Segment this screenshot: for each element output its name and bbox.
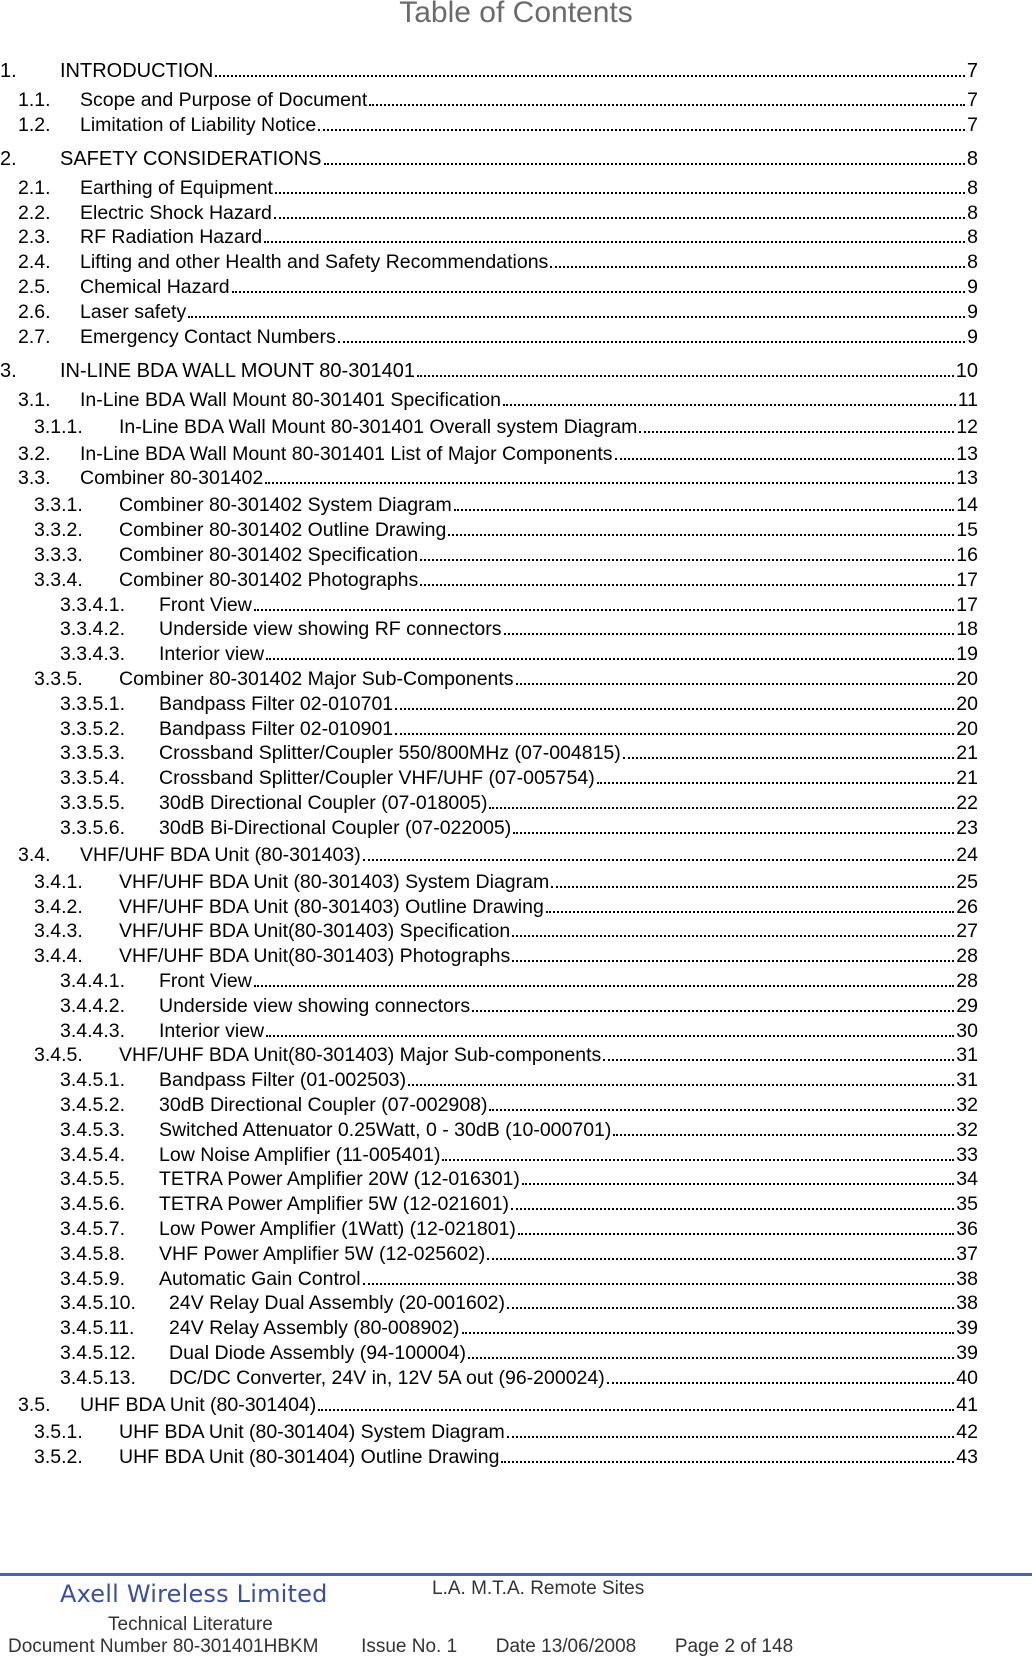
toc-dot-leader — [232, 291, 966, 293]
toc-dot-leader — [468, 1357, 954, 1359]
toc-dot-leader — [613, 1134, 954, 1136]
toc-entry-number: 2.3. — [18, 226, 51, 249]
toc-entry-title: VHF Power Amplifier 5W (12-025602) — [159, 1242, 486, 1265]
page-footer — [0, 1576, 1032, 1655]
toc-dot-leader — [489, 807, 954, 809]
toc-dot-leader — [550, 266, 965, 268]
toc-dot-leader — [489, 1109, 954, 1111]
toc-entry-number: 3.3.5.5. — [60, 792, 126, 814]
toc-dot-leader — [338, 341, 965, 343]
toc-entry-page: 35 — [956, 1193, 978, 1216]
toc-entry-title: Bandpass Filter 02-010701 — [159, 692, 394, 715]
toc-entry[interactable] — [18, 222, 978, 248]
toc-entry-number: 3.4.1. — [34, 870, 83, 893]
toc-entry-page: 37 — [956, 1242, 978, 1265]
toc-entry-page: 41 — [956, 1393, 978, 1416]
document-subject: L.A. M.T.A. Remote Sites — [432, 1578, 645, 1599]
toc-entry[interactable] — [34, 490, 978, 516]
toc-entry[interactable] — [60, 1363, 978, 1389]
toc-entry-page: 13 — [956, 467, 978, 490]
toc-dot-leader — [512, 935, 954, 937]
toc-entry[interactable] — [60, 1239, 978, 1265]
toc-entry-page: 9 — [967, 325, 978, 348]
toc-dot-leader — [607, 1382, 955, 1384]
toc-dot-leader — [462, 1332, 955, 1334]
toc-entry-number: 1.1. — [18, 89, 51, 111]
toc-entry[interactable] — [34, 540, 978, 566]
toc-entry[interactable] — [60, 738, 978, 764]
toc-entry-number: 2.6. — [18, 300, 51, 323]
toc-entry-page: 31 — [956, 1044, 978, 1067]
toc-dot-leader — [274, 217, 965, 219]
toc-dot-leader — [522, 1183, 954, 1185]
toc-entry-page: 12 — [956, 415, 978, 438]
toc-entry[interactable] — [34, 941, 978, 967]
toc-entry-number: 3.4.5.7. — [60, 1218, 126, 1240]
toc-entry-number: 3.5.2. — [34, 1445, 83, 1468]
toc-entry[interactable] — [60, 1065, 978, 1091]
toc-entry-title: Switched Attenuator 0.25Watt, 0 - 30dB (10-000701) — [159, 1118, 612, 1141]
toc-entry-number: 3.4.5.6. — [60, 1193, 126, 1216]
toc-entry-number: 3.5. — [18, 1393, 51, 1416]
toc-entry-title: Bandpass Filter 02-010901 — [159, 717, 394, 740]
toc-dot-leader — [188, 316, 965, 318]
toc-entry[interactable] — [34, 515, 978, 541]
issue-number: Issue No. 1 — [361, 1636, 458, 1657]
toc-entry[interactable] — [18, 439, 978, 465]
toc-entry-page: 18 — [956, 618, 978, 641]
toc-entry-title: TETRA Power Amplifier 20W (12-016301) — [159, 1168, 520, 1191]
toc-entry[interactable] — [60, 614, 978, 640]
literature-type: Technical Literature — [108, 1614, 273, 1635]
toc-entry[interactable] — [60, 1189, 978, 1215]
toc-entry-number: 3.4.5.9. — [60, 1267, 126, 1290]
toc-entry-number: 3.3.5.2. — [60, 717, 126, 740]
toc-entry-page: 8 — [967, 251, 978, 274]
toc-entry-page: 21 — [956, 742, 978, 765]
toc-entry-number: 3.3.5. — [34, 668, 83, 690]
toc-entry-page: 28 — [956, 945, 978, 968]
page-number: Page 2 of 148 — [674, 1636, 794, 1657]
toc-entry-number: 3.4.5.8. — [60, 1242, 126, 1265]
company-name: Axell Wireless Limited — [60, 1580, 328, 1608]
toc-entry-page: 20 — [956, 717, 978, 740]
toc-entry-number: 3.1.1. — [34, 415, 83, 438]
toc-entry-title: UHF BDA Unit (80-301404) — [80, 1393, 317, 1416]
toc-entry[interactable] — [60, 1264, 978, 1290]
toc-entry-title: VHF/UHF BDA Unit (80-301403) System Diagram — [119, 870, 550, 893]
toc-entry-title: UHF BDA Unit (80-301404) System Diagram — [119, 1420, 505, 1443]
toc-entry-page: 36 — [956, 1218, 978, 1240]
toc-dot-leader — [420, 559, 954, 561]
toc-entry[interactable] — [60, 1016, 978, 1042]
toc-dot-leader — [623, 757, 955, 759]
toc-entry-title: In-Line BDA Wall Mount 80-301401 List of Major Components — [80, 442, 613, 465]
toc-dot-leader — [318, 1409, 954, 1411]
toc-entry-number: 3.3.5.3. — [60, 742, 126, 765]
toc-entry-number: 3.4.4.2. — [60, 994, 126, 1017]
toc-entry-page: 11 — [957, 388, 978, 411]
toc-entry-title: In-Line BDA Wall Mount 80-301401 Overall system Diagram — [119, 415, 638, 438]
toc-entry-number: 3.4.5. — [34, 1044, 83, 1067]
toc-entry[interactable] — [60, 1090, 978, 1116]
toc-entry-title: Interior view — [159, 643, 265, 666]
toc-entry-title: Low Noise Amplifier (11-005401) — [159, 1143, 441, 1166]
toc-entry[interactable] — [60, 1164, 978, 1190]
page-title: Table of Contents — [399, 0, 633, 29]
toc-dot-leader — [615, 458, 955, 460]
toc-entry-page: 7 — [967, 89, 978, 111]
toc-entry-page: 14 — [956, 494, 978, 517]
toc-dot-leader — [516, 683, 955, 685]
toc-entry-title: VHF/UHF BDA Unit(80-301403) Photographs — [119, 945, 511, 968]
toc-dot-leader — [511, 1208, 954, 1210]
toc-dot-leader — [275, 192, 965, 194]
toc-entry-page: 25 — [956, 870, 978, 893]
toc-entry[interactable] — [60, 639, 978, 665]
toc-entry[interactable] — [18, 272, 978, 298]
toc-dot-leader — [395, 708, 954, 710]
toc-entry-page: 43 — [956, 1445, 978, 1468]
toc-entry-page: 38 — [956, 1292, 978, 1315]
toc-entry[interactable] — [18, 247, 978, 273]
toc-entry-page: 24 — [956, 843, 978, 866]
toc-entry-title: DC/DC Converter, 24V in, 12V 5A out (96-200024) — [169, 1366, 605, 1389]
toc-entry-title: Combiner 80-301402 System Diagram — [119, 494, 452, 517]
toc-entry-title: Combiner 80-301402 Photographs — [119, 568, 419, 591]
toc-entry-title: Underside view showing connectors — [159, 994, 471, 1017]
toc-entry[interactable] — [18, 463, 978, 489]
toc-entry-title: INTRODUCTION — [60, 60, 214, 82]
toc-entry-title: In-Line BDA Wall Mount 80-301401 Specification — [80, 388, 501, 411]
toc-entry-page: 27 — [956, 920, 978, 943]
toc-entry-page: 9 — [967, 300, 978, 323]
toc-entry-title: 24V Relay Dual Assembly (20-001602) — [169, 1292, 506, 1315]
toc-dot-leader — [501, 1461, 954, 1463]
toc-entry-number: 3.4.5.3. — [60, 1118, 126, 1141]
toc-dot-leader — [254, 609, 954, 611]
toc-entry-number: 3.3.3. — [34, 544, 83, 566]
toc-entry-number: 3.4.5.4. — [60, 1143, 126, 1166]
toc-entry[interactable] — [0, 56, 978, 82]
toc-entry-page: 38 — [956, 1267, 978, 1290]
toc-dot-leader — [503, 404, 956, 406]
toc-entry-page: 33 — [956, 1143, 978, 1166]
toc-entry[interactable] — [18, 297, 978, 323]
toc-entry-number: 3.4. — [18, 843, 51, 866]
toc-entry-title: 30dB Directional Coupler (07-018005) — [159, 792, 488, 814]
toc-dot-leader — [395, 733, 954, 735]
toc-entry[interactable] — [34, 892, 978, 918]
toc-entry[interactable] — [60, 966, 978, 992]
toc-entry-title: VHF/UHF BDA Unit (80-301403) — [80, 843, 361, 866]
toc-entry-number: 3.3.5.4. — [60, 767, 126, 790]
toc-dot-leader — [507, 1436, 954, 1438]
toc-entry-number: 3.4.3. — [34, 920, 83, 943]
toc-entry-number: 3.4.5.1. — [60, 1069, 126, 1092]
toc-entry-page: 9 — [967, 276, 978, 298]
toc-dot-leader — [513, 832, 954, 834]
toc-dot-leader — [639, 431, 954, 433]
issue-date: Date 13/06/2008 — [495, 1636, 637, 1657]
toc-entry[interactable] — [18, 85, 978, 111]
toc-entry-page: 8 — [967, 226, 978, 249]
toc-entry-page: 8 — [966, 147, 978, 170]
toc-entry-page: 32 — [956, 1094, 978, 1116]
toc-entry-title: UHF BDA Unit (80-301404) Outline Drawing — [119, 1445, 500, 1468]
toc-entry[interactable] — [60, 788, 978, 814]
toc-entry-title: Lifting and other Health and Safety Recommendations — [80, 251, 549, 274]
toc-entry-number: 3.3.4.1. — [60, 593, 126, 616]
toc-dot-leader — [512, 960, 954, 962]
toc-entry[interactable] — [0, 356, 978, 382]
toc-entry[interactable] — [60, 1140, 978, 1166]
toc-entry-title: Limitation of Liability Notice — [80, 113, 317, 136]
toc-dot-leader — [597, 782, 955, 784]
toc-entry-page: 15 — [956, 519, 978, 542]
toc-entry-title: Bandpass Filter (01-002503) — [159, 1069, 407, 1092]
toc-entry-number: 3.4.4. — [34, 945, 83, 968]
toc-dot-leader — [264, 241, 965, 243]
toc-entry-number: 3.1. — [18, 388, 51, 411]
toc-dot-leader — [442, 1159, 954, 1161]
toc-entry[interactable] — [34, 565, 978, 591]
toc-entry[interactable] — [60, 813, 978, 839]
toc-entry-title: SAFETY CONSIDERATIONS — [60, 147, 322, 170]
toc-entry[interactable] — [34, 867, 978, 893]
toc-entry-title: VHF/UHF BDA Unit (80-301403) Outline Drawing — [119, 895, 544, 918]
toc-entry-number: 3.4.2. — [34, 895, 83, 918]
toc-entry-title: Combiner 80-301402 Specification — [119, 544, 419, 566]
toc-entry-page: 8 — [967, 176, 978, 199]
toc-entry-title: Front View — [159, 970, 252, 992]
toc-entry-number: 3.4.5.12. — [60, 1342, 136, 1364]
toc-entry-page: 19 — [956, 643, 978, 666]
toc-entry-title: Interior view — [159, 1019, 265, 1042]
toc-entry[interactable] — [18, 173, 978, 199]
toc-entry-title: Combiner 80-301402 Outline Drawing — [119, 519, 447, 542]
toc-entry-page: 40 — [956, 1366, 978, 1389]
toc-entry-number: 3.4.5.11. — [60, 1317, 135, 1340]
toc-entry-number: 3.5.1. — [34, 1420, 83, 1443]
toc-entry[interactable] — [34, 1442, 978, 1468]
toc-entry-number: 3.4.5.13. — [60, 1366, 136, 1389]
toc-dot-leader — [507, 1307, 954, 1309]
toc-dot-leader — [266, 658, 954, 660]
toc-entry-number: 3.3.4.3. — [60, 643, 126, 666]
toc-entry[interactable] — [60, 763, 978, 789]
toc-dot-leader — [546, 911, 954, 913]
toc-entry-title: 30dB Bi-Directional Coupler (07-022005) — [159, 816, 512, 839]
toc-entry-page: 16 — [956, 544, 978, 566]
toc-dot-leader — [487, 1258, 954, 1260]
toc-entry-page: 7 — [966, 60, 978, 82]
toc-dot-leader — [551, 886, 954, 888]
toc-entry-page: 20 — [956, 668, 978, 690]
toc-dot-leader — [265, 482, 954, 484]
toc-entry-number: 3.3. — [18, 467, 51, 490]
toc-entry-page: 17 — [956, 568, 978, 591]
toc-entry[interactable] — [34, 1040, 978, 1066]
toc-entry-page: 10 — [955, 359, 978, 382]
toc-entry-page: 21 — [956, 767, 978, 790]
toc-entry-page: 31 — [956, 1069, 978, 1092]
toc-entry-number: 2.7. — [18, 325, 51, 348]
toc-entry-page: 34 — [956, 1168, 978, 1191]
toc-entry-number: 2.2. — [18, 201, 51, 224]
toc-dot-leader — [603, 1059, 954, 1061]
toc-entry-page: 30 — [956, 1019, 978, 1042]
toc-entry-title: TETRA Power Amplifier 5W (12-021601) — [159, 1193, 510, 1216]
toc-entry[interactable] — [18, 840, 978, 866]
toc-entry-title: Underside view showing RF connectors — [159, 618, 502, 641]
toc-entry-title: Earthing of Equipment — [80, 176, 273, 199]
toc-entry[interactable] — [34, 664, 978, 690]
toc-entry-page: 28 — [956, 970, 978, 992]
toc-entry[interactable] — [18, 385, 978, 411]
toc-entry[interactable] — [60, 1115, 978, 1141]
toc-entry-title: IN-LINE BDA WALL MOUNT 80-301401 — [60, 359, 415, 382]
toc-entry-title: Front View — [159, 593, 252, 616]
toc-entry-page: 7 — [967, 113, 978, 136]
toc-entry[interactable] — [60, 1338, 978, 1364]
toc-entry-page: 23 — [956, 816, 978, 839]
toc-entry-number: 2.1. — [18, 176, 51, 199]
toc-entry-number: 3.2. — [18, 442, 51, 465]
toc-entry-number: 3.4.5.2. — [60, 1094, 126, 1116]
toc-entry[interactable] — [18, 322, 978, 348]
toc-entry-number: 3.3.5.6. — [60, 816, 126, 839]
toc-entry-title: VHF/UHF BDA Unit(80-301403) Major Sub-components — [119, 1044, 602, 1067]
toc-entry-page: 42 — [956, 1420, 978, 1443]
toc-entry-number: 3.3.4.2. — [60, 618, 126, 641]
toc-entry[interactable] — [60, 1288, 978, 1314]
toc-entry[interactable] — [60, 714, 978, 740]
toc-entry-page: 8 — [967, 201, 978, 224]
toc-entry-page: 20 — [956, 692, 978, 715]
toc-entry[interactable] — [18, 110, 978, 136]
toc-entry-title: Low Power Amplifier (1Watt) (12-021801) — [159, 1218, 516, 1240]
toc-dot-leader — [266, 1035, 954, 1037]
toc-entry-title: Crossband Splitter/Coupler VHF/UHF (07-005754) — [159, 767, 595, 790]
toc-dot-leader — [363, 1283, 955, 1285]
toc-entry[interactable] — [60, 991, 978, 1017]
toc-entry-page: 22 — [956, 792, 978, 814]
toc-entry-page: 39 — [956, 1342, 978, 1364]
toc-dot-leader — [472, 1010, 954, 1012]
toc-entry-title: RF Radiation Hazard — [80, 226, 263, 249]
toc-entry[interactable] — [34, 412, 978, 438]
toc-entry-page: 39 — [956, 1317, 978, 1340]
toc-entry[interactable] — [34, 916, 978, 942]
toc-entry-title: Electric Shock Hazard — [80, 201, 272, 224]
toc-dot-leader — [254, 985, 954, 987]
toc-entry-page: 17 — [956, 593, 978, 616]
toc-entry-page: 29 — [956, 994, 978, 1017]
toc-entry[interactable] — [18, 198, 978, 224]
toc-entry-title: Combiner 80-301402 — [80, 467, 264, 490]
toc-entry-number: 3.3.2. — [34, 519, 83, 542]
toc-entry-number: 3.4.5.10. — [60, 1292, 136, 1315]
toc-dot-leader — [363, 859, 955, 861]
toc-dot-leader — [448, 534, 954, 536]
toc-entry-title: Emergency Contact Numbers — [80, 325, 336, 348]
toc-entry-number: 3. — [0, 359, 17, 382]
toc-entry[interactable] — [60, 1313, 978, 1339]
toc-entry-page: 26 — [956, 895, 978, 918]
toc-entry[interactable] — [60, 590, 978, 616]
toc-entry-title: Chemical Hazard — [80, 276, 230, 298]
toc-entry[interactable] — [0, 144, 978, 170]
toc-entry-number: 3.4.4.1. — [60, 970, 126, 992]
toc-entry-title: Combiner 80-301402 Major Sub-Components — [119, 668, 514, 690]
toc-entry-title: Automatic Gain Control — [159, 1267, 361, 1290]
toc-entry-title: Dual Diode Assembly (94-100004) — [169, 1342, 466, 1364]
toc-entry-number: 1. — [0, 60, 17, 82]
toc-entry-title: 24V Relay Assembly (80-008902) — [169, 1317, 460, 1340]
toc-dot-leader — [518, 1233, 954, 1235]
toc-entry-number: 3.3.1. — [34, 494, 83, 517]
toc-dot-leader — [420, 584, 954, 586]
toc-dot-leader — [215, 75, 965, 77]
document-number: Document Number 80-301401HBKM — [8, 1636, 319, 1657]
toc-dot-leader — [454, 509, 955, 511]
toc-dot-leader — [324, 163, 965, 165]
toc-entry[interactable] — [60, 689, 978, 715]
toc-entry-page: 32 — [956, 1118, 978, 1141]
toc-dot-leader — [369, 104, 965, 106]
toc-entry-number: 2. — [0, 147, 17, 170]
toc-entry-title: 30dB Directional Coupler (07-002908) — [159, 1094, 488, 1116]
toc-entry[interactable] — [60, 1214, 978, 1240]
toc-entry-number: 2.5. — [18, 276, 51, 298]
toc-dot-leader — [318, 129, 965, 131]
toc-entry-number: 3.4.5.5. — [60, 1168, 126, 1191]
toc-dot-leader — [417, 375, 954, 377]
toc-entry[interactable] — [18, 1390, 978, 1416]
toc-entry-number: 3.4.4.3. — [60, 1019, 126, 1042]
toc-entry-number: 1.2. — [18, 113, 51, 136]
toc-entry-title: Crossband Splitter/Coupler 550/800MHz (07-004815) — [159, 742, 621, 765]
toc-dot-leader — [408, 1084, 954, 1086]
toc-entry-page: 13 — [956, 442, 978, 465]
toc-entry-title: Laser safety — [80, 300, 187, 323]
toc-dot-leader — [504, 633, 955, 635]
toc-entry-number: 3.3.4. — [34, 568, 83, 591]
toc-entry-title: VHF/UHF BDA Unit(80-301403) Specification — [119, 920, 511, 943]
toc-entry-title: Scope and Purpose of Document — [80, 89, 368, 111]
toc-entry-number: 3.3.5.1. — [60, 692, 126, 715]
toc-entry-number: 2.4. — [18, 251, 51, 274]
toc-entry[interactable] — [34, 1417, 978, 1443]
